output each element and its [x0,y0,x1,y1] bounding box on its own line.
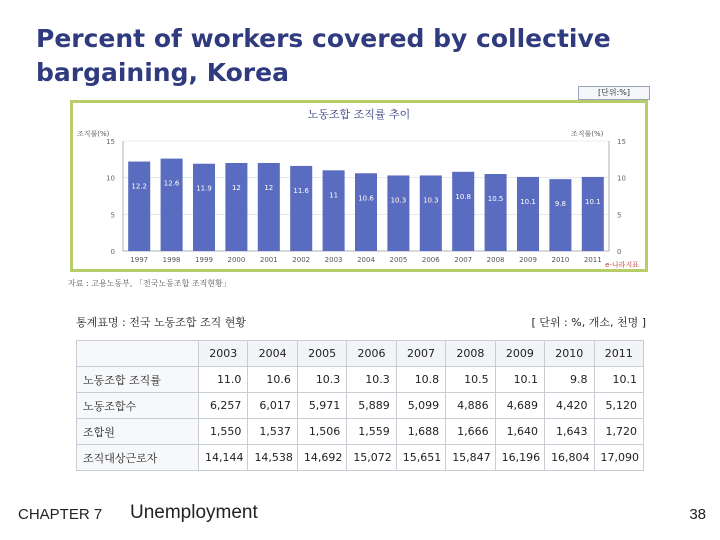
bar [452,172,474,251]
footer-chapter: CHAPTER 7 [18,506,103,523]
table-row [77,419,644,445]
table-cell: 4,420 [545,393,594,419]
y-tick-label-right: 15 [617,138,626,146]
table-cell: 10.5 [446,367,495,393]
bar [128,162,150,251]
y-axis-label-left: 조직률(%) [77,130,110,138]
column-header: 2010 [545,341,594,367]
x-tick-label: 2002 [292,256,311,264]
table-cell: 10.1 [495,367,544,393]
column-header: 2006 [347,341,396,367]
table-cell: 1,506 [297,419,346,445]
table-cell: 1,666 [446,419,495,445]
bar [258,163,280,251]
row-label: 노동조합수 [77,393,199,419]
table-cell: 1,550 [199,419,248,445]
table-cell: 17,090 [594,445,644,471]
table-cell: 6,257 [199,393,248,419]
bar [161,159,183,251]
x-tick-label: 2011 [583,256,602,264]
table-cell: 16,196 [495,445,544,471]
table-cell: 14,692 [297,445,346,471]
y-tick-label-left: 5 [110,211,115,220]
table-cell: 4,886 [446,393,495,419]
table-cell: 6,017 [248,393,297,419]
table-corner-cell [77,341,199,367]
y-tick-label-right: 0 [617,248,622,256]
x-tick-label: 2009 [519,256,537,264]
table-row [77,367,644,393]
bar [225,163,247,251]
row-label: 노동조합 조직률 [77,367,199,393]
source-note: 자료 : 고용노동부, 「전국노동조합 조직현황」 [68,279,231,288]
table-cell: 1,688 [396,419,445,445]
column-header: 2004 [248,341,297,367]
table-cell: 10.1 [594,367,644,393]
column-header: 2011 [594,341,644,367]
bar-value-label: 12.2 [131,182,147,191]
table-cell: 5,120 [594,393,644,419]
bar [517,177,539,251]
table-cell: 15,072 [347,445,396,471]
table-cell: 10.3 [347,367,396,393]
table-cell: 1,537 [248,419,297,445]
collective-bargaining-bar-chart [73,103,645,269]
y-tick-label-left: 15 [106,138,115,146]
table-cell: 1,559 [347,419,396,445]
y-tick-label-left: 0 [110,248,115,256]
column-header: 2008 [446,341,495,367]
table-unit: [ 단위 : %, 개소, 천명 ] [531,316,646,329]
table-cell: 10.8 [396,367,445,393]
bar-value-label: 10.1 [585,197,601,206]
y-tick-label-right: 5 [617,211,622,220]
table-cell: 1,643 [545,419,594,445]
table-cell: 5,971 [297,393,346,419]
bar-value-label: 11.6 [293,186,309,195]
bar-value-label: 11 [329,191,339,200]
y-tick-label-right: 10 [617,174,626,183]
x-tick-label: 2007 [454,256,473,264]
bar [323,170,345,251]
footer-topic: Unemployment [130,502,258,523]
bar-value-label: 10.3 [423,196,439,205]
table-cell: 5,889 [347,393,396,419]
y-tick-label-left: 10 [106,174,115,183]
bar [485,174,507,251]
table-cell: 1,720 [594,419,644,445]
table-cell: 9.8 [545,367,594,393]
bar [193,164,215,251]
row-label: 조합원 [77,419,199,445]
bar-value-label: 10.5 [487,195,504,203]
x-tick-label: 2000 [227,256,246,264]
bar-value-label: 10.1 [520,197,536,206]
x-tick-label: 2003 [324,256,343,264]
column-header: 2005 [297,341,346,367]
bar-value-label: 11.9 [196,184,212,193]
slide-title: Percent of workers covered by collective bargaining, Korea [36,24,611,87]
column-header: 2007 [396,341,445,367]
table-cell: 11.0 [199,367,248,393]
table-row [77,393,644,419]
table-title: 통계표명 : 전국 노동조합 조직 현황 [76,316,246,329]
x-tick-label: 1997 [130,256,149,264]
table-row [77,445,644,471]
table-cell: 10.3 [297,367,346,393]
x-tick-label: 2004 [357,256,375,264]
table-cell: 14,144 [199,445,248,471]
bar [355,173,377,251]
y-axis-label-right: 조직률(%) [571,130,604,138]
bar-value-label: 10.3 [390,196,407,205]
table-cell: 1,640 [495,419,544,445]
chart-frame [70,100,648,272]
table-cell: 5,099 [396,393,445,419]
x-tick-label: 1999 [195,256,213,264]
table-header-row [77,341,644,367]
table-cell: 15,651 [396,445,445,471]
table-cell: 4,689 [495,393,544,419]
x-tick-label: 2010 [551,256,570,264]
table-cell: 16,804 [545,445,594,471]
table-cell: 15,847 [446,445,495,471]
bar-value-label: 9.8 [554,200,566,209]
x-tick-label: 2001 [259,256,278,264]
bar-value-label: 12.6 [163,179,180,188]
table-cell: 14,538 [248,445,297,471]
bar-value-label: 10.8 [455,192,471,201]
bar [290,166,312,251]
bar-value-label: 10.6 [358,194,374,203]
chart-unit-tab: [단위:%] [578,86,650,100]
x-tick-label: 2006 [421,256,440,264]
bar [420,175,442,251]
bar-value-label: 12 [231,184,241,192]
column-header: 2009 [495,341,544,367]
row-label: 조직대상근로자 [77,445,199,471]
page-number: 38 [689,506,706,523]
column-header: 2003 [199,341,248,367]
chart-logo: e-나라지표 [605,261,639,269]
x-tick-label: 2005 [389,256,408,264]
x-tick-label: 2008 [486,256,505,264]
table-cell: 10.6 [248,367,297,393]
bar-value-label: 12 [264,184,274,192]
chart-title: 노동조합 조직률 추이 [307,108,411,121]
union-statistics-table [76,340,644,471]
x-tick-label: 1998 [162,256,181,264]
bar [582,177,604,251]
bar [387,175,409,251]
bar [549,179,571,251]
